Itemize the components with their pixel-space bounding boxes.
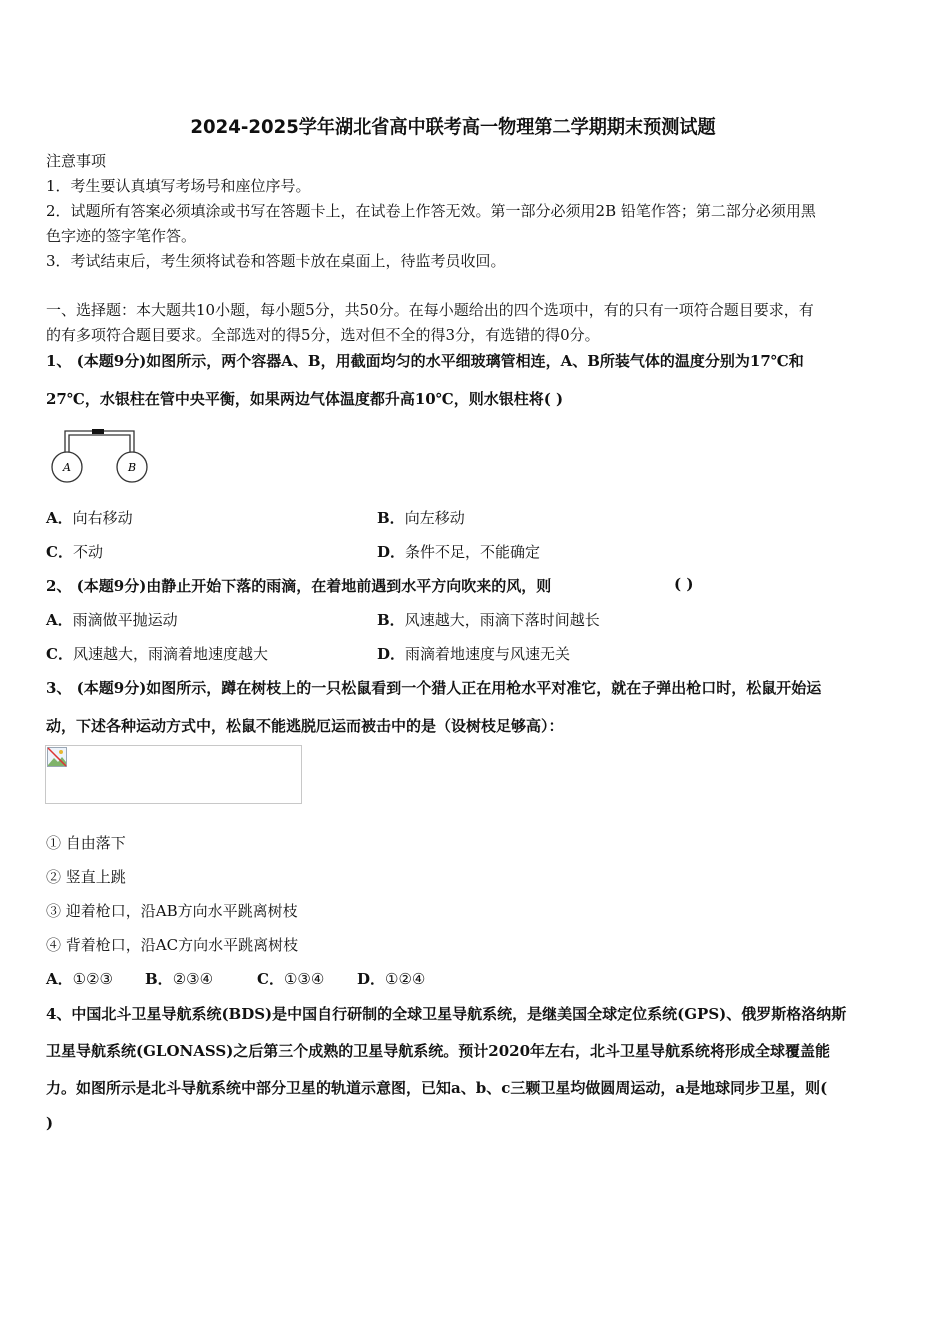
- question-1-text: 27℃，水银柱在管中央平衡，如果两边气体温度都升高10℃，则水银柱将( ): [46, 390, 564, 408]
- broken-image-icon: [47, 747, 67, 767]
- section-instruction: 的有多项符合题目要求。全部选对的得5分，选对但不全的得3分，有选错的得0分。: [46, 326, 600, 344]
- container-a-label: A: [63, 461, 71, 474]
- list-item: ③ 迎着枪口，沿AB方向水平跳离树枝: [46, 902, 298, 920]
- option-b: B．风速越大，雨滴下落时间越长: [377, 611, 600, 629]
- answer-paren: ( ): [674, 575, 694, 593]
- section-instruction: 一、选择题：本大题共10小题，每小题5分，共50分。在每小题给出的四个选项中，有的只有一项符合题目要求，有: [46, 301, 814, 319]
- notice-heading: 注意事项: [46, 152, 107, 170]
- broken-image-placeholder: [45, 745, 302, 804]
- list-item: ④ 背着枪口，沿AC方向水平跳离树枝: [46, 936, 299, 954]
- container-diagram: [46, 426, 156, 488]
- question-4-text: 卫星导航系统(GLONASS)之后第三个成熟的卫星导航系统。预计2020年左右，北斗卫星导航系统将形成全球覆盖能: [46, 1042, 831, 1060]
- question-2-text: 2、 (本题9分)由静止开始下落的雨滴，在着地前遇到水平方向吹来的风，则: [46, 577, 552, 595]
- option-d: D．①②④: [357, 970, 426, 988]
- notice-item: 1．考生要认真填写考场号和座位序号。: [46, 177, 311, 195]
- notice-item: 3．考试结束后，考生须将试卷和答题卡放在桌面上，待监考员收回。: [46, 252, 506, 270]
- option-c: C．①③④: [257, 970, 325, 988]
- option-c: C．不动: [46, 543, 103, 561]
- option-a: A．①②③: [46, 970, 113, 988]
- list-item: ① 自由落下: [46, 834, 126, 852]
- option-d: D．条件不足，不能确定: [377, 543, 541, 561]
- page-title: 2024-2025学年湖北省高中联考高一物理第二学期期末预测试题: [190, 116, 716, 138]
- option-c: C．风速越大，雨滴着地速度越大: [46, 645, 268, 663]
- question-3-text: 动，下述各种运动方式中，松鼠不能逃脱厄运而被击中的是（设树枝足够高）：: [46, 717, 564, 735]
- option-a: A．向右移动: [46, 509, 133, 527]
- option-a: A．雨滴做平抛运动: [46, 611, 178, 629]
- question-1-text: 1、 (本题9分)如图所示，两个容器A、B，用截面均匀的水平细玻璃管相连，A、B所装气体的温度分别为17℃和: [46, 352, 804, 370]
- list-item: ② 竖直上跳: [46, 868, 126, 886]
- option-d: D．雨滴着地速度与风速无关: [377, 645, 571, 663]
- question-4-text: ): [46, 1114, 54, 1132]
- notice-item: 色字迹的签字笔作答。: [46, 227, 197, 245]
- option-b: B．向左移动: [377, 509, 465, 527]
- notice-item: 2．试题所有答案必须填涂或书写在答题卡上，在试卷上作答无效。第一部分必须用2B 铅笔作答；第二部分必须用黑: [46, 202, 816, 220]
- question-4-text: 4、中国北斗卫星导航系统(BDS)是中国自行研制的全球卫星导航系统，是继美国全球定位系统(GPS)、俄罗斯格洛纳斯: [46, 1005, 847, 1023]
- question-3-text: 3、 (本题9分)如图所示，蹲在树枝上的一只松鼠看到一个猎人正在用枪水平对准它，就在子弹出枪口时，松鼠开始运: [46, 679, 822, 697]
- question-4-text: 力。如图所示是北斗导航系统中部分卫星的轨道示意图，已知a、b、c三颗卫星均做圆周运动，a是地球同步卫星，则(: [46, 1079, 828, 1097]
- option-b: B．②③④: [145, 970, 214, 988]
- container-b-label: B: [127, 461, 137, 474]
